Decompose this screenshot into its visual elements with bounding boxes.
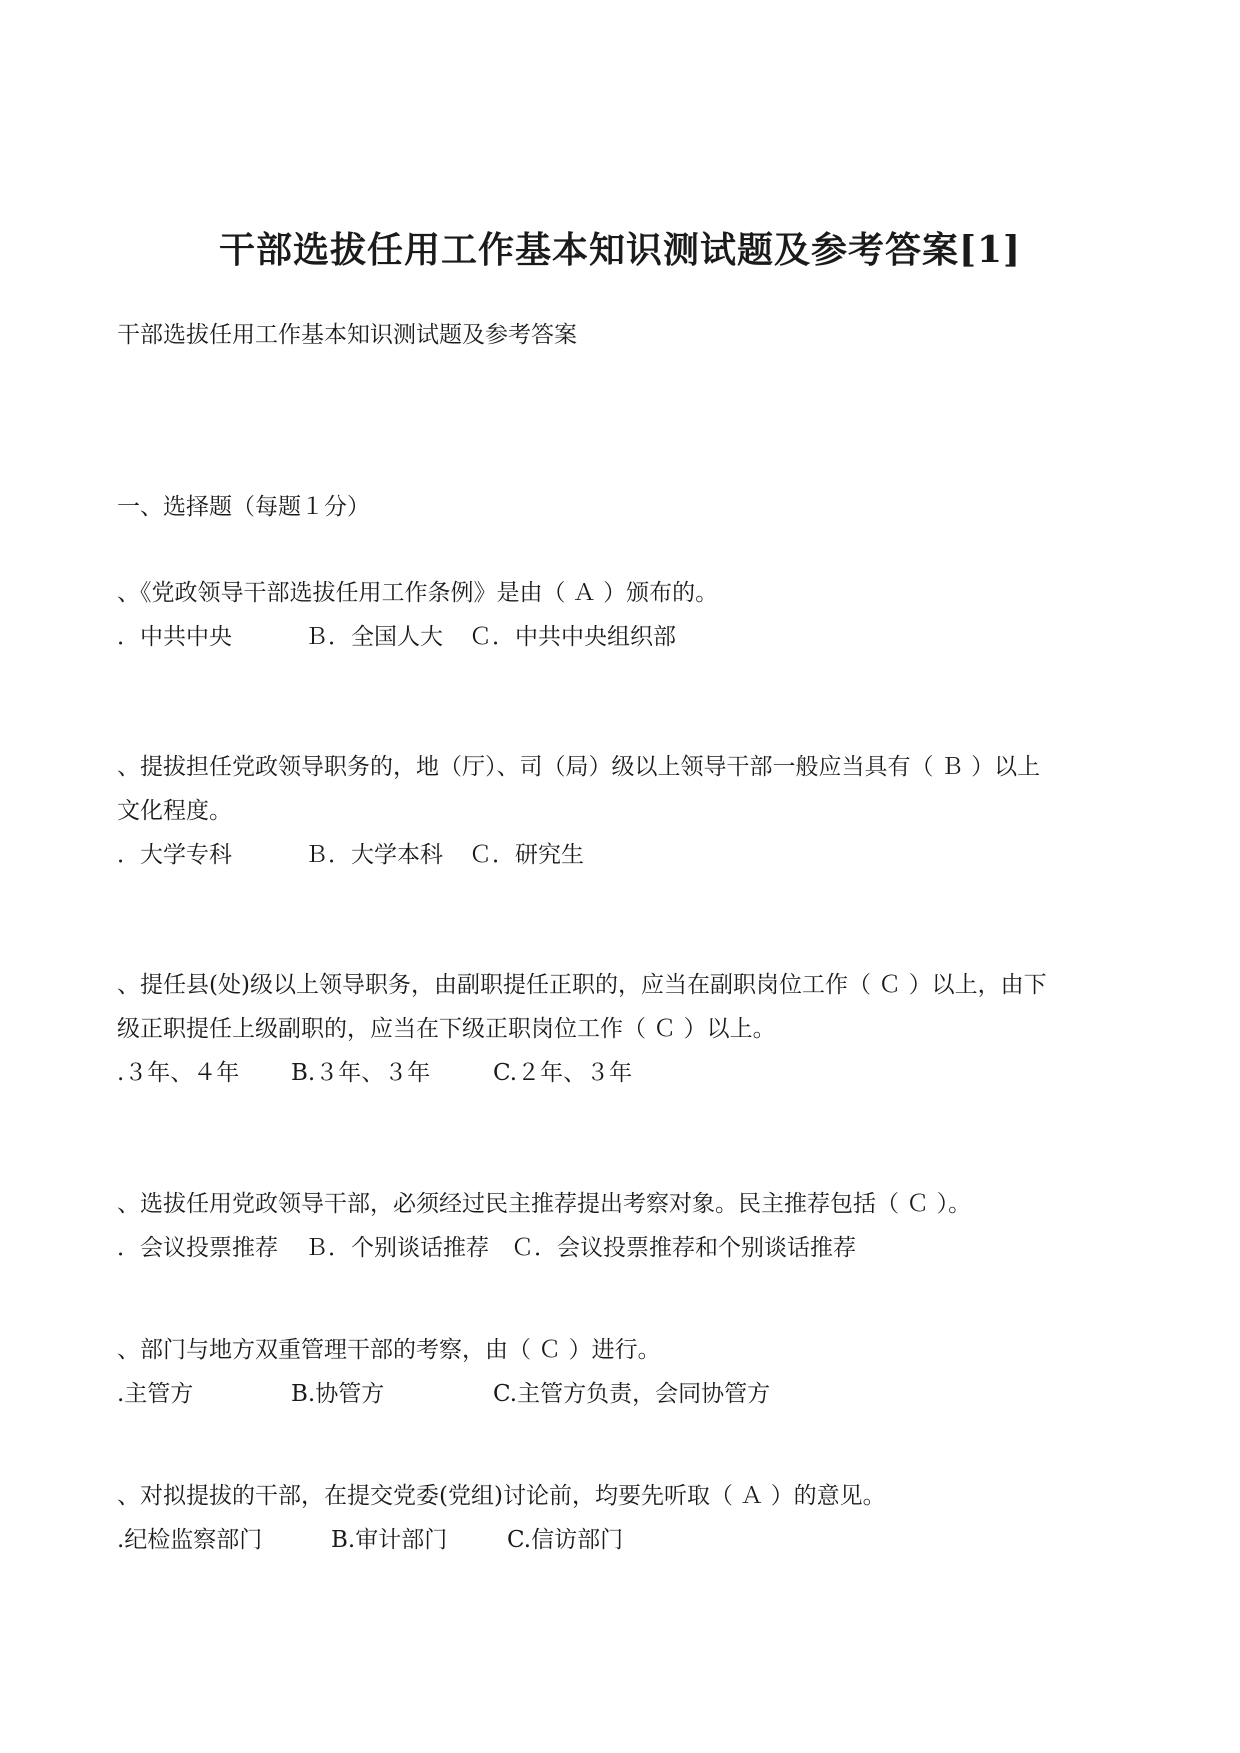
question-1-options <box>117 620 1117 654</box>
question-4-text: 、选拔任用党政领导干部，必须经过民主推荐提出考察对象。民主推荐包括（ Ｃ ）。 <box>117 1191 972 1217</box>
question-2-text-cont: 文化程度。 <box>117 798 232 824</box>
question-2-text: 、提拔担任党政领导职务的，地（厅）、司（局）级以上领导干部一般应当具有（ Ｂ ）以上 <box>117 754 1041 780</box>
question-4-option-c: Ｃ．会议投票推荐和个别谈话推荐 <box>511 1235 856 1261</box>
question-4-option-a: ．会议投票推荐 <box>117 1235 278 1261</box>
question-5-option-a: .主管方 <box>117 1381 194 1407</box>
question-3-options <box>117 1056 1117 1090</box>
question-3-option-c: C.２年、３年 <box>493 1060 633 1086</box>
question-2-option-c: Ｃ．研究生 <box>469 842 584 868</box>
question-2-options <box>117 838 1117 872</box>
question-6-options <box>117 1523 1117 1557</box>
question-5-option-c: C.主管方负责，会同协管方 <box>493 1381 771 1407</box>
question-6-option-c: C.信访部门 <box>507 1527 624 1553</box>
document-title: 干部选拔任用工作基本知识测试题及参考答案[1] <box>218 229 1022 271</box>
question-5-options <box>117 1377 1117 1411</box>
question-1-option-b: Ｂ．全国人大 <box>305 624 443 650</box>
question-3-option-b: B.３年、３年 <box>291 1060 431 1086</box>
question-5-option-b: B.协管方 <box>291 1381 385 1407</box>
question-2-option-b: Ｂ．大学本科 <box>305 842 443 868</box>
question-6-text: 、对拟提拔的干部，在提交党委(党组)讨论前，均要先听取（ Ａ ）的意见。 <box>117 1483 886 1509</box>
question-6-option-b: B.审计部门 <box>331 1527 448 1553</box>
question-5-text: 、部门与地方双重管理干部的考察，由（ Ｃ ）进行。 <box>117 1337 661 1363</box>
section-heading: 一、选择题（每题１分） <box>117 494 370 520</box>
document-subtitle: 干部选拔任用工作基本知识测试题及参考答案 <box>117 322 577 348</box>
question-6-option-a: .纪检监察部门 <box>117 1527 263 1553</box>
question-1-text: 、《党政领导干部选拔任用工作条例》是由（ Ａ ）颁布的。 <box>117 580 719 606</box>
question-2-option-a: ．大学专科 <box>117 842 232 868</box>
question-4-option-b: Ｂ．个别谈话推荐 <box>305 1235 489 1261</box>
question-1-option-a: ．中共中央 <box>117 624 232 650</box>
question-3-text-cont: 级正职提任上级副职的，应当在下级正职岗位工作（ Ｃ ）以上。 <box>117 1016 776 1042</box>
question-1-option-c: Ｃ．中共中央组织部 <box>469 624 676 650</box>
question-4-options <box>117 1231 1117 1265</box>
question-3-option-a: .３年、４年 <box>117 1060 240 1086</box>
question-3-text: 、提任县(处)级以上领导职务，由副职提任正职的，应当在副职岗位工作（ Ｃ ）以上，由下 <box>117 972 1047 998</box>
